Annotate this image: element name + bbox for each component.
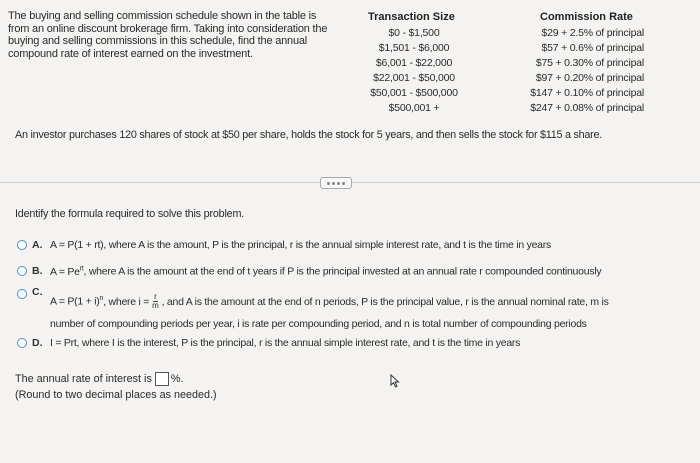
table-row-rate: $247 + 0.08% of principal: [530, 102, 644, 114]
option-c-letter: C.: [32, 286, 43, 298]
option-b-text[interactable]: [50, 265, 601, 278]
option-c-text[interactable]: $A = P(1 + i)^n$ , where i = $\frac{r}{m}$ , and A is the amount at the end of n periods, P is the principal value, r is the annual nominal rate, m is: [50, 292, 609, 310]
table-row-rate: $29 + 2.5% of principal: [541, 27, 644, 39]
option-d-text[interactable]: [50, 337, 520, 349]
header-commission-rate: Commission Rate: [540, 11, 633, 23]
ellipsis-icon[interactable]: [320, 177, 352, 189]
problem-intro: The buying and selling commission schedule shown in the table is from an online discount brokerage firm. Taking into consideration the buying and selling commissions in this schedule, find the annual compound rate of interest earned on the investment.: [8, 10, 328, 60]
option-b-formula: $A = Pe^{rt}$: [50, 265, 84, 278]
header-transaction-size: Transaction Size: [368, 11, 455, 23]
table-row-size: $22,001 - $50,000: [373, 72, 455, 84]
option-b-radio[interactable]: [17, 266, 27, 276]
answer-prefix: The annual rate of interest is: [15, 373, 152, 385]
answer-line: [15, 372, 183, 386]
table-row-size: $500,001 +: [388, 102, 440, 114]
option-d-formula: I = Prt,: [50, 337, 80, 349]
table-row-rate: $147 + 0.10% of principal: [530, 87, 644, 99]
option-c-radio[interactable]: [17, 289, 27, 299]
option-d-letter: D.: [32, 337, 43, 349]
option-c-description-2: number of compounding periods per year, i is rate per compounding period, and n is total number of compounding periods: [50, 318, 587, 330]
option-c-formula: $A = P(1 + i)^n$: [50, 295, 104, 308]
option-b-letter: B.: [32, 265, 43, 277]
option-a-text[interactable]: [50, 239, 551, 251]
option-d-description: where I is the interest, P is the principal, r is the annual simple interest rate, and t is the time in years: [81, 337, 521, 349]
purchase-statement: An investor purchases 120 shares of stock at $50 per share, holds the stock for 5 years, and then sells the stock for $115 a share.: [15, 129, 603, 141]
table-row-rate: $97 + 0.20% of principal: [535, 72, 644, 84]
option-b-description: , where A is the amount at the end of t years if P is the principal invested at an annual rate r compounded continuously: [83, 265, 602, 278]
table-row-size: $0 - $1,500: [388, 27, 440, 39]
answer-suffix: %.: [170, 373, 184, 385]
question-prompt: Identify the formula required to solve this problem.: [15, 208, 245, 220]
answer-input[interactable]: [155, 372, 169, 386]
rounding-note: (Round to two decimal places as needed.): [15, 389, 217, 401]
option-c-description: , and A is the amount at the end of n periods, P is the principal value, r is the annual nominal rate, m is: [161, 295, 609, 308]
table-row-size: $6,001 - $22,000: [375, 57, 453, 69]
option-d-radio[interactable]: [17, 338, 27, 348]
mouse-pointer-icon: [390, 374, 400, 393]
option-c-fraction: $\frac{r}{m}$: [152, 292, 159, 310]
table-row-size: $1,501 - $6,000: [378, 42, 450, 54]
option-a-description: where A is the amount, P is the principal, r is the annual simple interest rate, and t is the time in years: [108, 239, 551, 251]
option-a-letter: A.: [32, 239, 43, 251]
option-a-radio[interactable]: [17, 240, 27, 250]
option-a-formula: A = P(1 + rt),: [50, 239, 107, 251]
table-row-rate: $75 + 0.30% of principal: [535, 57, 644, 69]
table-row-size: $50,001 - $500,000: [370, 87, 458, 99]
table-row-rate: $57 + 0.6% of principal: [541, 42, 644, 54]
